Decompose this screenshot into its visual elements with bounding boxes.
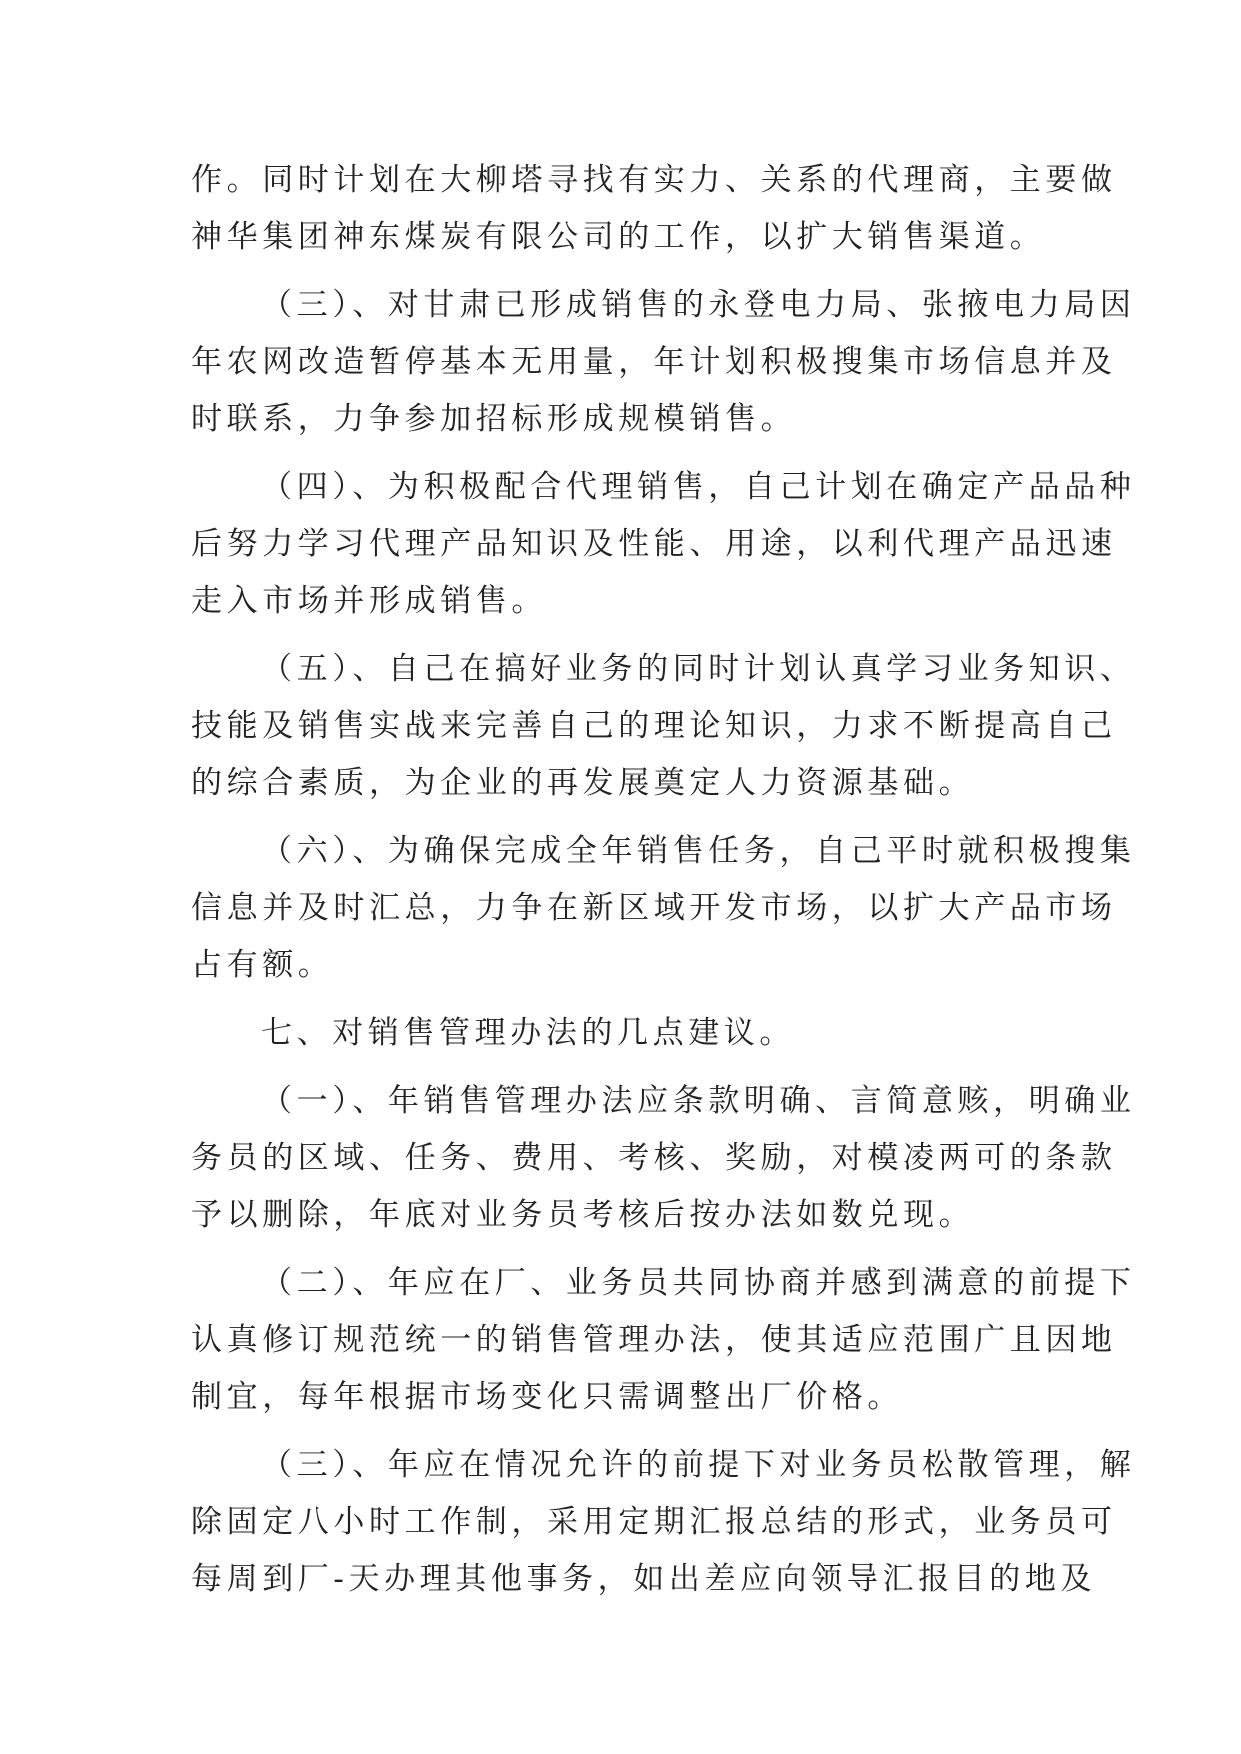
text-line: 予以删除，年底对业务员考核后按办法如数兑现。 [191, 1197, 975, 1233]
text-line: 作。同时计划在大柳塔寻找有实力、关系的代理商，主要做 [191, 162, 1117, 198]
heading-line: 七、对销售管理办法的几点建议。 [261, 1015, 795, 1051]
text-line: （四）、为积极配合代理销售，自己计划在确定产品品种 [261, 469, 1136, 505]
text-line: 走入市场并形成销售。 [191, 583, 547, 619]
text-line: 年农网改造暂停基本无用量，年计划积极搜集市场信息并及 [191, 344, 1117, 380]
text-line: 认真修订规范统一的销售管理办法，使其适应范围广且因地 [191, 1322, 1117, 1358]
section-heading [191, 1005, 1071, 1062]
text-line: 除固定八小时工作制，采用定期汇报总结的形式，业务员可 [191, 1504, 1117, 1540]
text-line: 制宜，每年根据市场变化只需调整出厂价格。 [191, 1379, 903, 1415]
text-line: （二）、年应在厂、业务员共同协商并感到满意的前提下 [261, 1265, 1136, 1301]
paragraph-7 [191, 1255, 1136, 1426]
text-line: 技能及销售实战来完善自己的理论知识，力求不断提高自己 [191, 708, 1117, 744]
paragraph-6 [191, 1073, 1136, 1244]
document-body [191, 152, 1136, 1608]
text-line: 信息并及时汇总，力争在新区域开发市场，以扩大产品市场 [191, 890, 1117, 926]
paragraph-8 [191, 1437, 1136, 1608]
paragraph-4 [191, 641, 1136, 812]
text-line: （三）、对甘肃已形成销售的永登电力局、张掖电力局因 [261, 287, 1136, 323]
text-line: 神华集团神东煤炭有限公司的工作，以扩大销售渠道。 [191, 219, 1046, 255]
text-line: （六）、为确保完成全年销售任务，自己平时就积极搜集 [261, 833, 1136, 869]
paragraph-1 [191, 152, 1117, 266]
text-line: 的综合素质，为企业的再发展奠定人力资源基础。 [191, 765, 975, 801]
text-line: 后努力学习代理产品知识及性能、用途，以利代理产品迅速 [191, 526, 1117, 562]
text-line: （五）、自己在搞好业务的同时计划认真学习业务知识、 [261, 651, 1136, 687]
paragraph-3 [191, 459, 1136, 630]
text-line: 占有额。 [191, 947, 334, 983]
text-line: （一）、年销售管理办法应条款明确、言简意赅，明确业 [261, 1083, 1136, 1119]
text-line: 务员的区域、任务、费用、考核、奖励，对模凌两可的条款 [191, 1140, 1117, 1176]
text-line: （三）、年应在情况允许的前提下对业务员松散管理，解 [261, 1447, 1136, 1483]
text-line: 每周到厂-天办理其他事务，如出差应向领导汇报目的地及 [191, 1561, 1097, 1597]
paragraph-5 [191, 823, 1136, 994]
paragraph-2 [191, 277, 1136, 448]
text-line: 时联系，力争参加招标形成规模销售。 [191, 401, 797, 437]
